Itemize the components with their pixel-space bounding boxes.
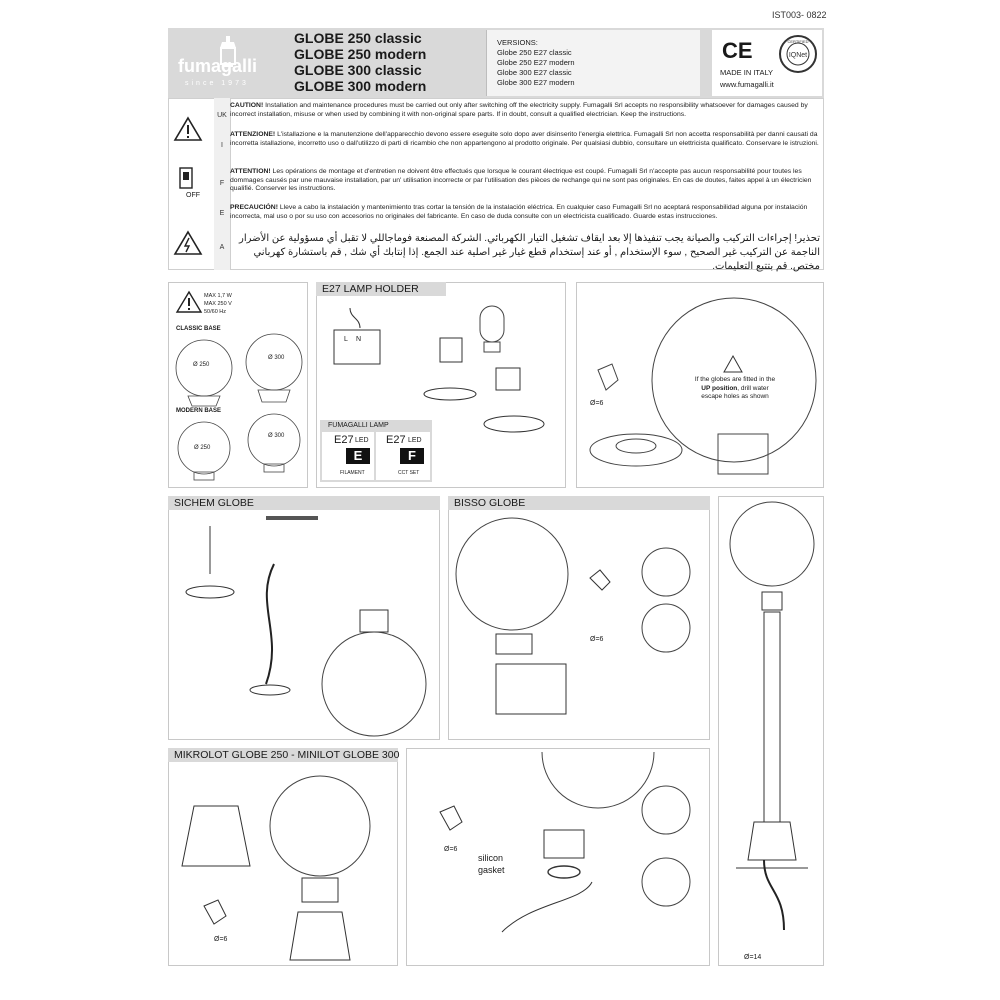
spec-line: MAX 1,7 W — [204, 293, 232, 299]
diameter-label: Ø 250 — [193, 362, 210, 368]
product-titles — [294, 30, 484, 94]
iqnet-seal-icon — [778, 34, 818, 74]
classic-globes-illustration — [174, 332, 304, 408]
class-e-badge: E — [346, 448, 370, 464]
lampholder-illustration — [320, 298, 560, 428]
lang-code: F — [219, 180, 225, 187]
note-bold: UP position — [701, 384, 738, 392]
classic-base-label: CLASSIC BASE — [176, 326, 221, 332]
electric-hazard-icon — [174, 230, 202, 256]
note-text: If the globes are fitted in the — [694, 376, 776, 383]
versions-heading: VERSIONS: — [497, 38, 538, 47]
drill-diameter-label: Ø=6 — [590, 636, 604, 643]
warning-fr — [230, 168, 822, 194]
panel-title: E27 LAMP HOLDER — [316, 282, 446, 296]
warning-it — [230, 131, 822, 148]
title-line: GLOBE 250 modern — [294, 46, 427, 62]
warning-lead: CAUTION! — [230, 102, 264, 109]
diameter-label: Ø 300 — [268, 355, 285, 361]
led-label: LED — [408, 437, 422, 444]
water-escape-note — [690, 376, 780, 402]
diameter-label: Ø 300 — [268, 433, 285, 439]
class-f-badge: F — [400, 448, 424, 464]
warning-es — [230, 204, 822, 221]
title-line: GLOBE 300 classic — [294, 62, 422, 78]
brand-name: fumagalli — [178, 56, 258, 76]
title-line: GLOBE 250 classic — [294, 30, 422, 46]
warning-text: Les opérations de montage et d'entretien ne doivent être effectués que lorsque le courant électrique est coupé. Fumagalli Srl n'accepte pas aucun responsabilité pour toutes les dommages causés par une mauvaise installation, par un' utilisation incorrecte or par l'utilisation des pièces de rechange qui ne sont pas originales. En cas de doutes, faites appel à un électricien qualifié. Conserver les instructions. — [230, 168, 812, 193]
drill-diameter-label: Ø=6 — [590, 400, 604, 407]
drill-diameter-label: Ø=14 — [744, 954, 762, 961]
wire-l-label: L — [344, 336, 348, 343]
warning-triangle-icon — [174, 116, 202, 142]
lang-code: E — [219, 210, 225, 217]
ce-mark: CE — [722, 38, 753, 63]
warning-text: L'istallazione e la manutenzione dell'apparecchio devono essere eseguite solo dopo aver disinserito l'energia elettrica. Fumagalli Srl non accetta responsabilità per danni causati da incorretta istallazione, incorretto uso o dall'utilizzo di parti di ricambio che non appartengono al prodotto originale. Per qualsiasi dubbio, consultare un elettricista qualificato. Conservare le istruzioni. — [230, 131, 819, 147]
title-line: GLOBE 300 modern — [294, 78, 427, 94]
diameter-label: Ø 250 — [194, 445, 211, 451]
document-code: IST003- 0822 — [772, 10, 827, 20]
spec-line: MAX 250 V — [204, 301, 232, 307]
wall-bracket-illustration — [412, 752, 708, 962]
modern-base-label: MODERN BASE — [176, 408, 222, 414]
lang-code: I — [221, 142, 223, 149]
warning-lead: ATTENZIONE! — [230, 131, 276, 138]
silicon-gasket-label — [478, 852, 505, 876]
warning-text: Installation and maintenance procedures must be carried out only after switching off the electricity supply. Fumagalli Srl accepts no responsibility whatsoever for damages caused by incorrect installation, misuse or when used by combining it with non-original spare parts. If in doubt, consult a qualified electrician. Keep the instructions. — [230, 102, 808, 118]
warning-lead: ATTENTION! — [230, 168, 271, 175]
gasket-line: gasket — [478, 865, 505, 875]
off-label: OFF — [186, 192, 200, 199]
filament-label: FILAMENT — [340, 470, 365, 476]
website-label: www.fumagalli.it — [720, 80, 774, 89]
sichem-illustration — [174, 514, 434, 736]
made-in-label: MADE IN ITALY — [720, 68, 774, 77]
iqnet-label: IQNet — [788, 52, 808, 59]
brand-since: since 1973 — [185, 80, 249, 87]
e27-label: E27 — [386, 434, 406, 446]
version-item: Globe 300 E27 modern — [497, 78, 575, 87]
spec-line: 50/60 Hz — [204, 309, 227, 315]
versions-box — [486, 30, 700, 96]
certified-label: CERTIFIED — [787, 39, 809, 44]
led-label: LED — [355, 437, 369, 444]
bisso-illustration — [456, 514, 706, 736]
panel-title: SICHEM GLOBE — [168, 496, 440, 510]
mikrolot-illustration — [174, 766, 394, 962]
cct-set-label: CCT SET — [398, 470, 420, 476]
version-item: Globe 250 E27 classic — [497, 48, 572, 57]
lang-code: UK — [217, 112, 227, 119]
version-item: Globe 300 E27 classic — [497, 68, 572, 77]
warning-uk — [230, 102, 822, 119]
wire-n-label: N — [356, 336, 362, 343]
drill-diameter-label: Ø=6 — [214, 936, 228, 943]
warning-ar: تحذير! إجراءات التركيب والصيانة يجب تنفيذها إلا بعد ايقاف تشغيل التيار الكهربائي. الشركة المصنعة فوماجاللي لا تقبل أي مسؤولية عن الأضرار الناجمة عن التركيب غير الصحيح , سوء الإستخدام , أو عند إستخدام قطع غيار غير اصلية عند الجمع. إذا إنتابك أي شك , قم باستشارة كهرباني مختص. قم بتتبع التعليمات. — [239, 233, 820, 272]
version-item: Globe 250 E27 modern — [497, 58, 575, 67]
warning-lead: PRECAUCIÓN! — [230, 204, 278, 211]
switch-off-icon — [178, 164, 202, 194]
spec-lines — [204, 292, 232, 316]
note-text: , drill water escape holes as shown — [701, 384, 769, 400]
lang-code: A — [219, 244, 225, 251]
panel-title: BISSO GLOBE — [448, 496, 710, 510]
post-lamp-illustration — [724, 500, 820, 940]
warning-text: Lleve a cabo la instalación y mantenimiento tras cortar la tensión de la instalación eléctrica. En cualquier caso Fumagalli Srl no aceptará responsabilidad alguna por instalación incorrecta, mal uso o por su uso con accesorios no originales del fabricante. En caso de duda consulte con un electricista cualificado. Guarde estas instrucciones. — [230, 204, 808, 220]
panel-title: MIKROLOT GLOBE 250 - MINILOT GLOBE 300 — [168, 748, 398, 762]
e27-label: E27 — [334, 434, 354, 446]
drill-diameter-label: Ø=6 — [444, 846, 458, 853]
fumagalli-lamp-label: FUMAGALLI LAMP — [328, 422, 389, 429]
gasket-line: silicon — [478, 853, 504, 863]
warning-triangle-icon — [176, 290, 202, 314]
